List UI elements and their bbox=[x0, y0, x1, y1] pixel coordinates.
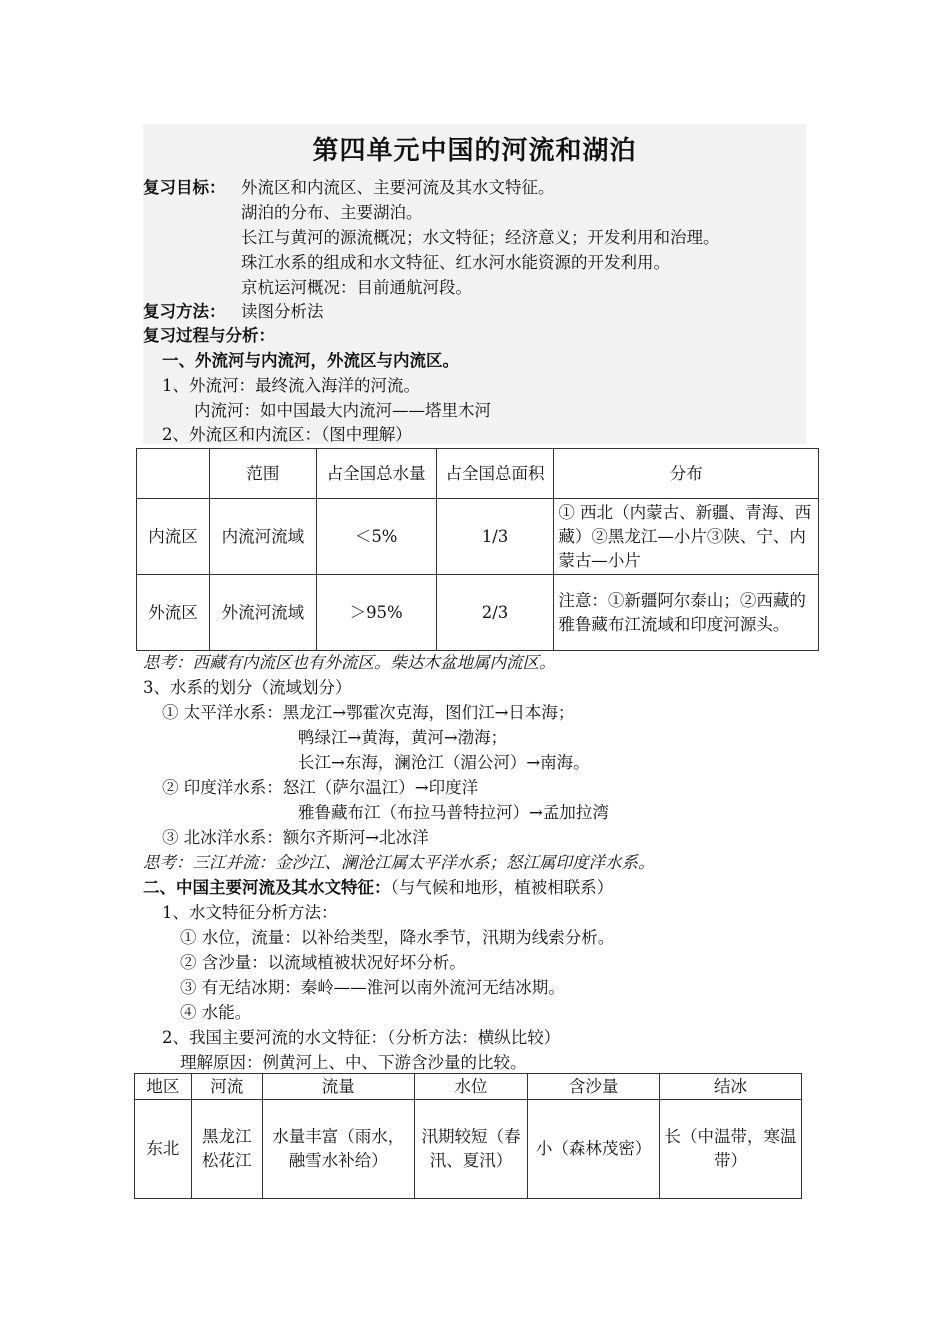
section2-heading-line bbox=[143, 876, 613, 900]
section2-line6: 2、我国主要河流的水文特征：（分析方法：横纵比较） bbox=[162, 1028, 561, 1047]
table-cell: 水量丰富（雨水，融雪水补给） bbox=[262, 1100, 414, 1199]
section1-line3: 2、外流区和内流区：（图中理解） bbox=[162, 425, 412, 444]
table-cell: 2/3 bbox=[436, 575, 554, 651]
table-cell: 小（森林茂密） bbox=[528, 1100, 660, 1199]
section3-heading: 3、水系的划分（流域划分） bbox=[143, 678, 352, 697]
table-header-cell: 地区 bbox=[135, 1074, 192, 1100]
page-title: 第四单元中国的河流和湖泊 bbox=[312, 136, 637, 166]
section2-line4: ③ 有无结冰期：秦岭——淮河以南外流河无结冰期。 bbox=[180, 978, 565, 997]
section2-line1: 1、水文特征分析方法： bbox=[162, 903, 338, 922]
section2-line5: ④ 水能。 bbox=[180, 1003, 252, 1022]
objective-4: 珠江水系的组成和水文特征、红水河水能资源的开发利用。 bbox=[241, 253, 670, 272]
table-cell: ① 西北（内蒙古、新疆、青海、西藏）②黑龙江—小片③陕、宁、内蒙古—小片 bbox=[554, 499, 819, 575]
indian-system-line1: ② 印度洋水系：怒江（萨尔温江）→印度洋 bbox=[162, 778, 479, 797]
objectives-label: 复习目标： bbox=[143, 178, 226, 197]
table-row bbox=[137, 575, 819, 651]
table-header-cell: 占全国总面积 bbox=[436, 449, 554, 499]
table-header-cell bbox=[137, 449, 210, 499]
river-hydrology-table bbox=[134, 1073, 802, 1199]
table-row bbox=[137, 499, 819, 575]
think-note-1: 思考：西藏有内流区也有外流区。柴达木盆地属内流区。 bbox=[143, 653, 556, 672]
table-header-cell: 水位 bbox=[414, 1074, 528, 1100]
section1-line1: 1、外流河：最终流入海洋的河流。 bbox=[162, 376, 420, 395]
pacific-system-line3: 长江→东海，澜沧江（湄公河）→南海。 bbox=[298, 753, 590, 772]
objective-1: 外流区和内流区、主要河流及其水文特征。 bbox=[241, 178, 555, 197]
table-row bbox=[135, 1100, 802, 1199]
table-header-row bbox=[135, 1074, 802, 1100]
table-cell: 外流区 bbox=[137, 575, 210, 651]
table-header-cell: 流量 bbox=[262, 1074, 414, 1100]
table-header-cell: 占全国总水量 bbox=[316, 449, 436, 499]
method-label: 复习方法： bbox=[143, 302, 226, 321]
drainage-area-table bbox=[136, 448, 819, 651]
arctic-system-line: ③ 北冰洋水系：额尔齐斯河→北冰洋 bbox=[162, 828, 429, 847]
section2-line2: ① 水位，流量：以补给类型，降水季节，汛期为线索分析。 bbox=[180, 928, 615, 947]
table-cell: 长（中温带，寒温带） bbox=[660, 1100, 802, 1199]
objective-5: 京杭运河概况：目前通航河段。 bbox=[241, 278, 472, 297]
table-cell: 外流河流域 bbox=[209, 575, 316, 651]
pacific-system-line1: ① 太平洋水系：黑龙江→鄂霍次克海，图们江→日本海； bbox=[162, 703, 575, 722]
table-cell: 注意：①新疆阿尔泰山；②西藏的雅鲁藏布江流域和印度河源头。 bbox=[554, 575, 819, 651]
table-header-cell: 含沙量 bbox=[528, 1074, 660, 1100]
table-cell: ＞95% bbox=[316, 575, 436, 651]
pacific-system-line2: 鸭绿江→黄海，黄河→渤海； bbox=[298, 728, 508, 747]
table-cell: 汛期较短（春汛、夏汛） bbox=[414, 1100, 528, 1199]
table-cell: 内流区 bbox=[137, 499, 210, 575]
table-header-cell: 范围 bbox=[209, 449, 316, 499]
table-cell: 内流河流域 bbox=[209, 499, 316, 575]
section2-line7: 理解原因：例黄河上、中、下游含沙量的比较。 bbox=[180, 1053, 527, 1072]
table-header-row bbox=[137, 449, 819, 499]
objective-2: 湖泊的分布、主要湖泊。 bbox=[241, 203, 423, 222]
indian-system-line2: 雅鲁藏布江（布拉马普特拉河）→孟加拉湾 bbox=[298, 803, 609, 822]
process-label: 复习过程与分析： bbox=[143, 326, 275, 345]
section2-line3: ② 含沙量：以流域植被状况好坏分析。 bbox=[180, 953, 466, 972]
section2-heading: 二、中国主要河流及其水文特征： bbox=[143, 878, 391, 897]
table-cell: 1/3 bbox=[436, 499, 554, 575]
section1-line2: 内流河：如中国最大内流河——塔里木河 bbox=[194, 401, 491, 420]
table-cell: 东北 bbox=[135, 1100, 192, 1199]
table-header-cell: 河流 bbox=[191, 1074, 262, 1100]
objective-3: 长江与黄河的源流概况；水文特征；经济意义；开发利用和治理。 bbox=[241, 228, 720, 247]
section1-heading: 一、外流河与内流河，外流区与内流区。 bbox=[162, 351, 459, 370]
section2-heading-note: （与气候和地形，植被相联系） bbox=[390, 878, 614, 897]
think-note-2: 思考：三江并流：金沙江、澜沧江属太平洋水系；怒江属印度洋水系。 bbox=[143, 853, 655, 872]
table-header-cell: 分布 bbox=[554, 449, 819, 499]
table-header-cell: 结冰 bbox=[660, 1074, 802, 1100]
table-cell: 黑龙江松花江 bbox=[191, 1100, 262, 1199]
table-cell: ＜5% bbox=[316, 499, 436, 575]
method-text: 读图分析法 bbox=[241, 302, 324, 321]
